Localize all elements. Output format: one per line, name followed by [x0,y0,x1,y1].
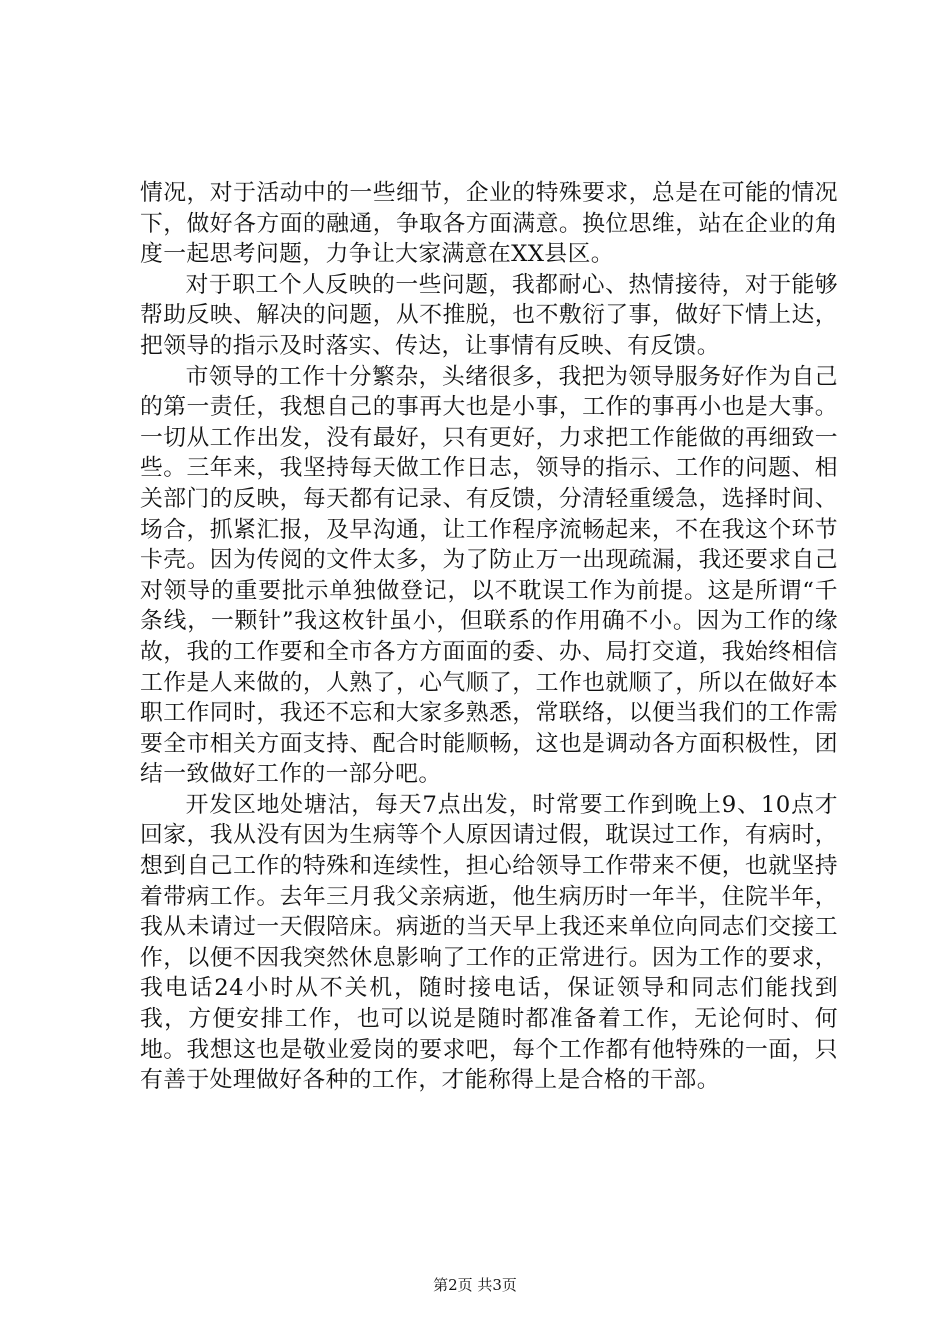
paragraph-1: 情况，对于活动中的一些细节，企业的特殊要求，总是在可能的情况下，做好各方面的融通，争取各方面满意。换位思维，站在企业的角度一起思考问题，力争让大家满意在XX县区。 [140,180,838,268]
paragraph-2: 对于职工个人反映的一些问题，我都耐心、热情接待，对于能够帮助反映、解决的问题，从不推脱，也不敷衍了事，做好下情上达，把领导的指示及时落实、传达，让事情有反映、有反馈。 [140,271,838,359]
page-number-label: 第2页 共3页 [433,1276,517,1294]
paragraph-3: 市领导的工作十分繁杂，头绪很多，我把为领导服务好作为自己的第一责任，我想自己的事再大也是小事，工作的事再小也是大事。一切从工作出发，没有最好，只有更好，力求把工作能做的再细致一些。三年来，我坚持每天做工作日志，领导的指示、工作的问题、相关部门的反映，每天都有记录、有反馈，分清轻重缓急，选择时间、场合，抓紧汇报，及早沟通，让工作程序流畅起来，不在我这个环节卡壳。因为传阅的文件太多，为了防止万一出现疏漏，我还要求自己对领导的重要批示单独做登记，以不耽误工作为前提。这是所谓“千条线，一颗针”我这枚针虽小，但联系的作用确不小。因为工作的缘故，我的工作要和全市各方方面面的委、办、局打交道，我始终相信工作是人来做的，人熟了，心气顺了，工作也就顺了，所以在做好本职工作同时，我还不忘和大家多熟悉，常联络，以便当我们的工作需要全市相关方面支持、配合时能顺畅，这也是调动各方面积极性，团结一致做好工作的一部分吧。 [140,363,838,788]
paragraph-4: 开发区地处塘沽，每天7点出发，时常要工作到晚上9、10点才回家，我从没有因为生病等个人原因请过假，耽误过工作，有病时，想到自己工作的特殊和连续性，担心给领导工作带来不便，也就坚持着带病工作。去年三月我父亲病逝，他生病历时一年半，住院半年，我从未请过一天假陪床。病逝的当天早上我还来单位向同志们交接工作，以便不因我突然休息影响了工作的正常进行。因为工作的要求，我电话24小时从不关机，随时接电话，保证领导和同志们能找到我，方便安排工作，也可以说是随时都准备着工作，无论何时、何地。我想这也是敬业爱岗的要求吧，每个工作都有他特殊的一面，只有善于处理做好各种的工作，才能称得上是合格的干部。 [140,791,838,1094]
page-footer [0,1275,950,1295]
document-body [140,178,838,1096]
